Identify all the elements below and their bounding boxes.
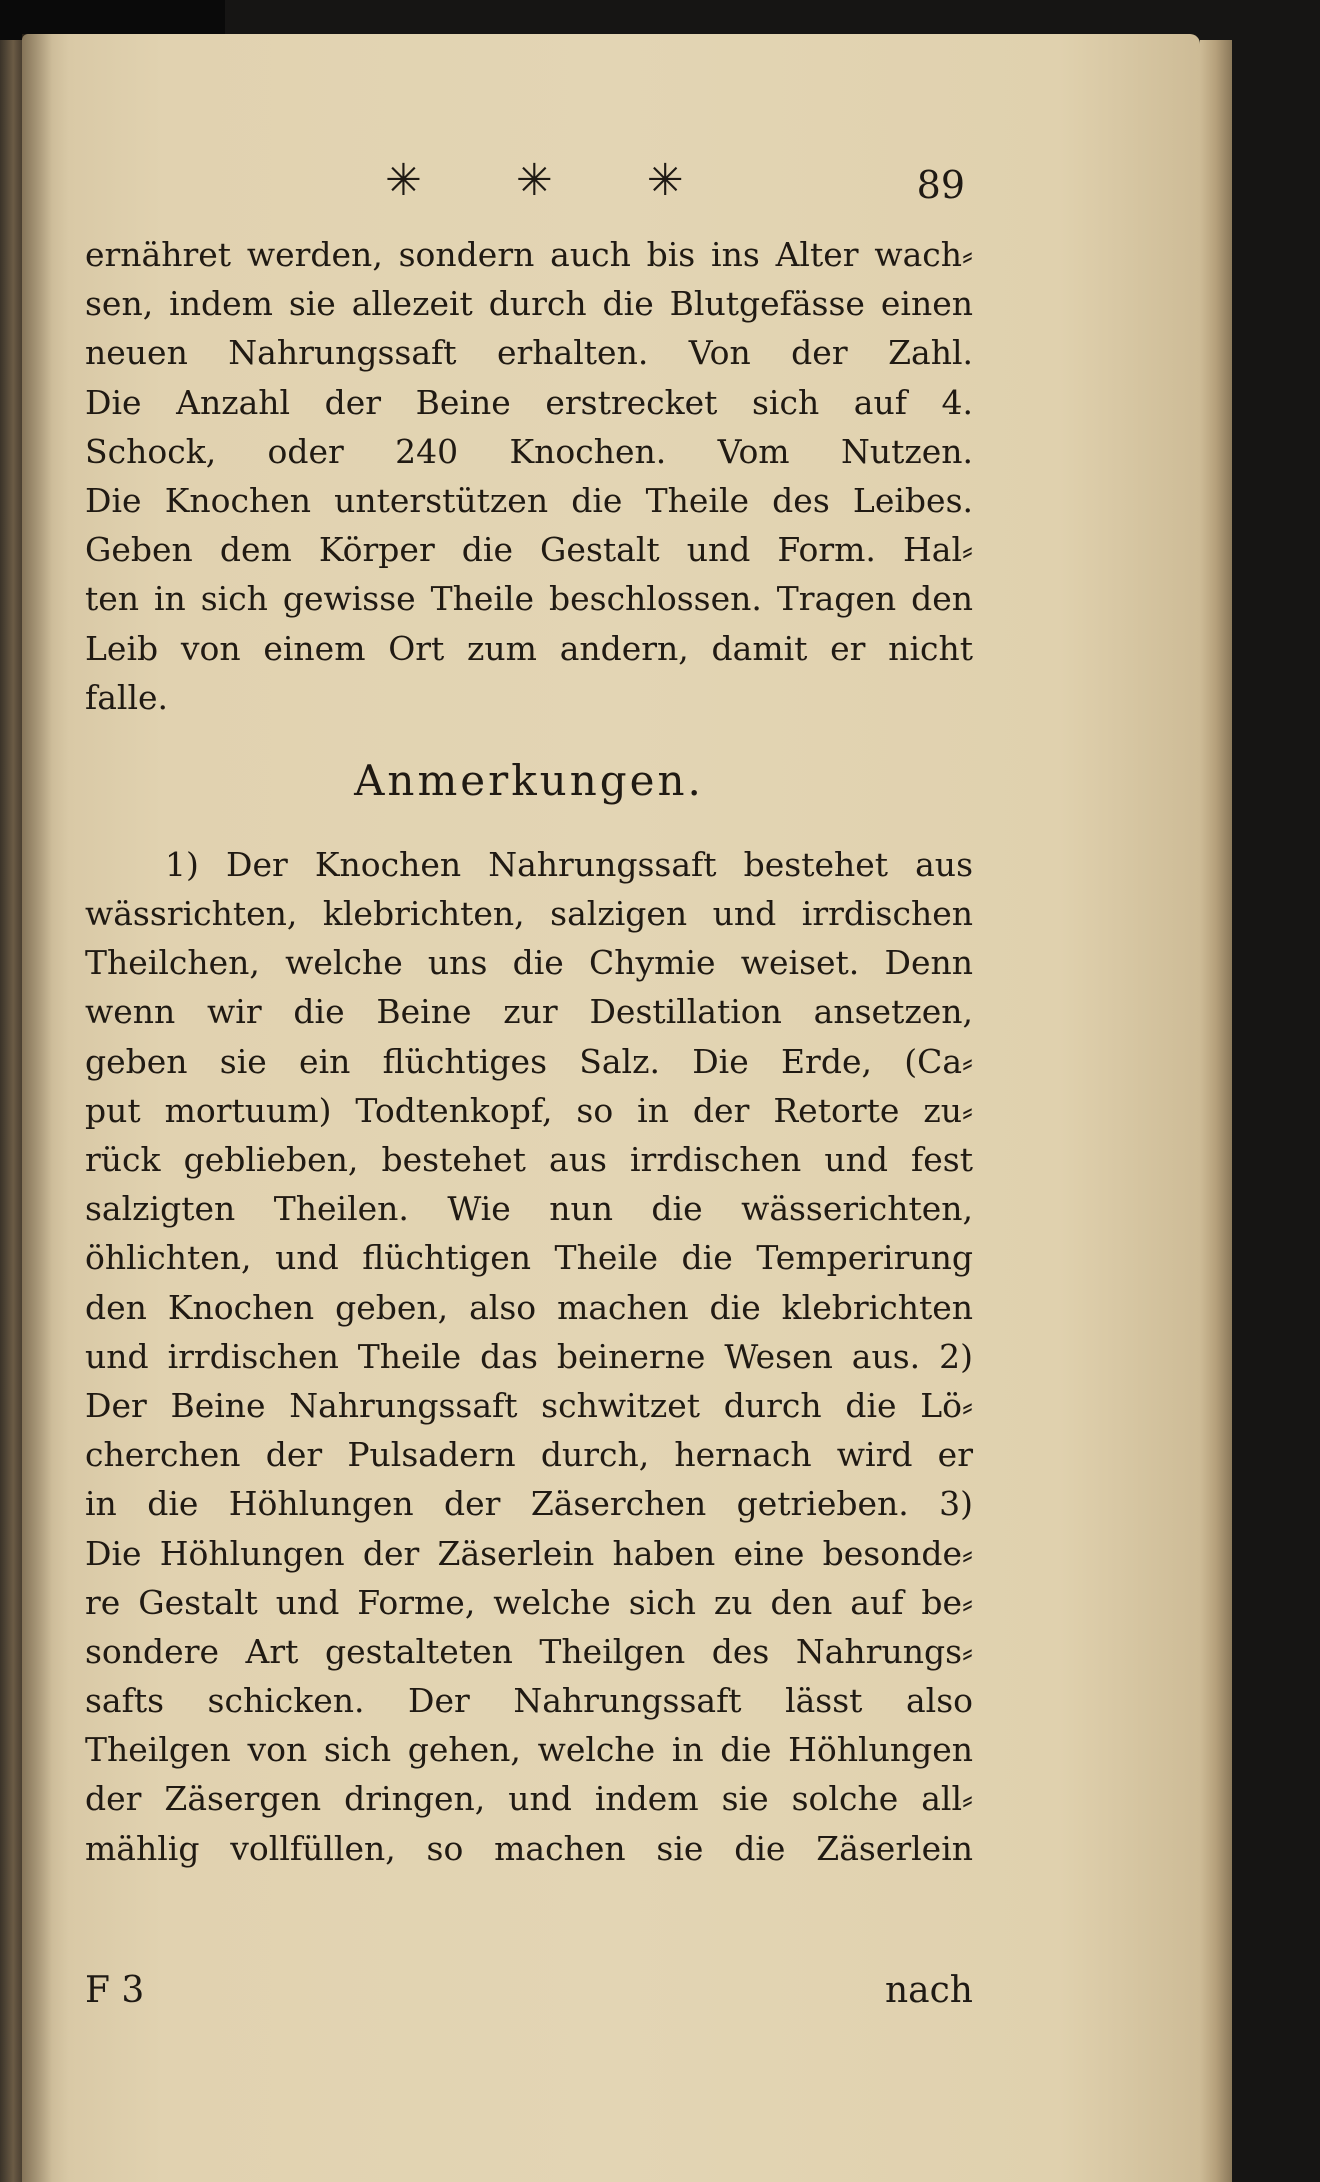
note-line: in die Höhlungen der Zäserchen getrieben. 3) <box>85 1484 973 1524</box>
note-line: cherchen der Pulsadern durch, hernach wird er <box>85 1435 973 1475</box>
section-heading: Anmerkungen. <box>354 755 704 805</box>
text-line: falle. <box>85 677 169 717</box>
text-line: Leib von einem Ort zum andern, damit er nicht <box>85 628 973 668</box>
note-line: mählig vollfüllen, so machen sie die Zäserlein <box>85 1828 973 1868</box>
page-header <box>85 155 965 215</box>
text-line: Schock, oder 240 Knochen. Vom Nutzen. <box>85 431 973 471</box>
note-line: re Gestalt und Forme, welche sich zu den auf be⸗ <box>85 1582 973 1622</box>
page-footer <box>85 1970 973 2030</box>
note-line: Die Höhlungen der Zäserlein haben eine besonde⸗ <box>85 1533 973 1573</box>
note-line: den Knochen geben, also machen die klebrichten <box>85 1287 973 1327</box>
text-line: neuen Nahrungssaft erhalten. Von der Zahl. <box>85 333 973 373</box>
note-line: Theilgen von sich gehen, welche in die Höhlungen <box>85 1730 973 1770</box>
note-line: geben sie ein flüchtiges Salz. Die Erde, (Ca⸗ <box>85 1041 973 1081</box>
text-line: ernähret werden, sondern auch bis ins Alter wach⸗ <box>85 235 973 274</box>
page-fore-edge <box>1200 40 1232 2182</box>
text-line: Geben dem Körper die Gestalt und Form. Hal⸗ <box>85 530 973 570</box>
note-line: und irrdischen Theile das beinerne Wesen aus. 2) <box>85 1336 973 1376</box>
header-ornament: ✳ ✳ ✳ <box>385 155 724 206</box>
text-line: sen, indem sie allezeit durch die Blutgefässe einen <box>85 284 973 324</box>
text-line: Die Anzahl der Beine erstrecket sich auf 4. <box>85 382 973 422</box>
note-line: öhlichten, und flüchtigen Theile die Temperirung <box>85 1238 973 1278</box>
note-line: der Zäsergen dringen, und indem sie solche all⸗ <box>85 1779 973 1819</box>
previous-page-edge <box>0 40 22 2182</box>
note-line: Theilchen, welche uns die Chymie weiset. Denn <box>85 943 973 983</box>
text-line: Die Knochen unterstützen die Theile des Leibes. <box>85 480 973 520</box>
text-line: ten in sich gewisse Theile beschlossen. Tragen den <box>85 579 973 619</box>
note-line: Der Beine Nahrungssaft schwitzet durch die Lö⸗ <box>85 1385 973 1425</box>
note-line: put mortuum) Todtenkopf, so in der Retorte zu⸗ <box>85 1090 973 1130</box>
page-text <box>85 230 973 1873</box>
note-line: safts schicken. Der Nahrungssaft lässt also <box>85 1681 973 1721</box>
note-line: sondere Art gestalteten Theilgen des Nahrungs⸗ <box>85 1631 973 1671</box>
note-line: rück geblieben, bestehet aus irrdischen und fest <box>85 1140 973 1179</box>
signature-mark: F 3 <box>85 1970 145 2011</box>
note-line: wässrichten, klebrichten, salzigen und irrdischen <box>85 894 973 934</box>
note-line: 1) Der Knochen Nahrungssaft bestehet aus <box>165 844 973 884</box>
page-number: 89 <box>916 163 965 207</box>
catchword: nach <box>885 1970 973 2011</box>
note-line: salzigten Theilen. Wie nun die wässerichten, <box>85 1189 973 1229</box>
gutter-shadow <box>22 34 52 2182</box>
note-line: wenn wir die Beine zur Destillation ansetzen, <box>85 992 973 1032</box>
